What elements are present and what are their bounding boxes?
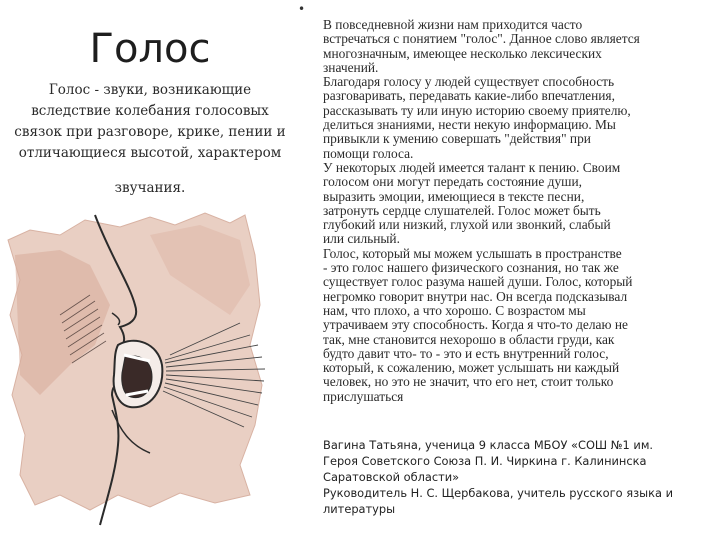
article-line: прислушаться [323, 388, 404, 404]
definition-line: связок при разговоре, крике, пении и [14, 124, 286, 140]
definition-line: вследствие колебания голосовых [31, 103, 269, 119]
article-line: разговаривать, передавать какие-либо впечатления, [323, 88, 615, 104]
article-line: выразить эмоции, имеющиеся в тексте песни, [323, 188, 585, 204]
article-line: будто давит что- то - это и есть внутренний голос, [323, 345, 609, 361]
page-title: Голос [89, 26, 211, 72]
credits-line: Вагина Татьяна, ученица 9 класса МБОУ «СОШ №1 им. [323, 438, 654, 452]
article-line: Голос, который мы можем услышать в пространстве [323, 245, 622, 261]
definition-tail: звучания. [114, 180, 186, 196]
author-credits [323, 437, 715, 517]
article-line: затронуть сердце слушателей. Голос может быть [323, 202, 601, 218]
article-line: голосом они могут передать состояние души, [323, 174, 582, 190]
article-line: рассказывать ту или иную историю своему приятелю, [323, 102, 631, 118]
article-line: - это голос нашего физического сознания, но так же [323, 260, 619, 276]
article-line: помощи голоса. [323, 145, 414, 161]
article-line: глубокий или низкий, глухой или звонкий, слабый [323, 217, 611, 233]
article-line: значений. [323, 59, 379, 75]
article-line: делиться знаниями, нести некую информацию. Мы [323, 117, 616, 133]
article-line: привыкли к умению совершать "действия" при [323, 131, 591, 147]
credits-line: Саратовской области» [323, 470, 460, 484]
article-line: человек, но это не значит, что его нет, стоит только [323, 374, 614, 390]
bullet-marker: • [298, 2, 306, 16]
article-text [323, 18, 715, 404]
credits-line: литературы [323, 502, 396, 516]
article-line: Благодаря голосу у людей существует способность [323, 74, 615, 90]
article-line: У некоторых людей имеется талант к пению. Своим [323, 159, 621, 175]
article-line: встречаться с понятием "голос". Данное слово является [323, 31, 640, 47]
credits-line: Героя Советского Союза П. И. Чиркина г. Калининска [323, 454, 647, 468]
definition-line: Голос - звуки, возникающие [48, 82, 252, 98]
article-line: утрачиваем эту способность. Когда я что-то делаю не [323, 317, 628, 333]
article-line: В повседневной жизни нам приходится часто [323, 17, 583, 32]
singing-mouth-illustration [0, 195, 320, 540]
credits-line: Руководитель Н. С. Щербакова, учитель русского языка и [323, 486, 674, 500]
article-line: который, к сожалению, может услышать ни каждый [323, 360, 620, 376]
article-line: нам, что плохо, а что хорошо. С возрастом мы [323, 302, 586, 318]
article-line: многозначным, имеющее несколько лексических [323, 45, 602, 61]
definition-text [6, 80, 294, 164]
article-line: так, мне становится нехорошо в области груди, как [323, 331, 615, 347]
definition-line: отличающиеся высотой, характером [18, 145, 282, 161]
article-line: существует голос разума нашей души. Голос, который [323, 274, 633, 290]
article-line: или сильный. [323, 231, 400, 247]
left-panel [0, 0, 300, 540]
article-line: негромко говорит внутри нас. Он всегда подсказывал [323, 288, 628, 304]
